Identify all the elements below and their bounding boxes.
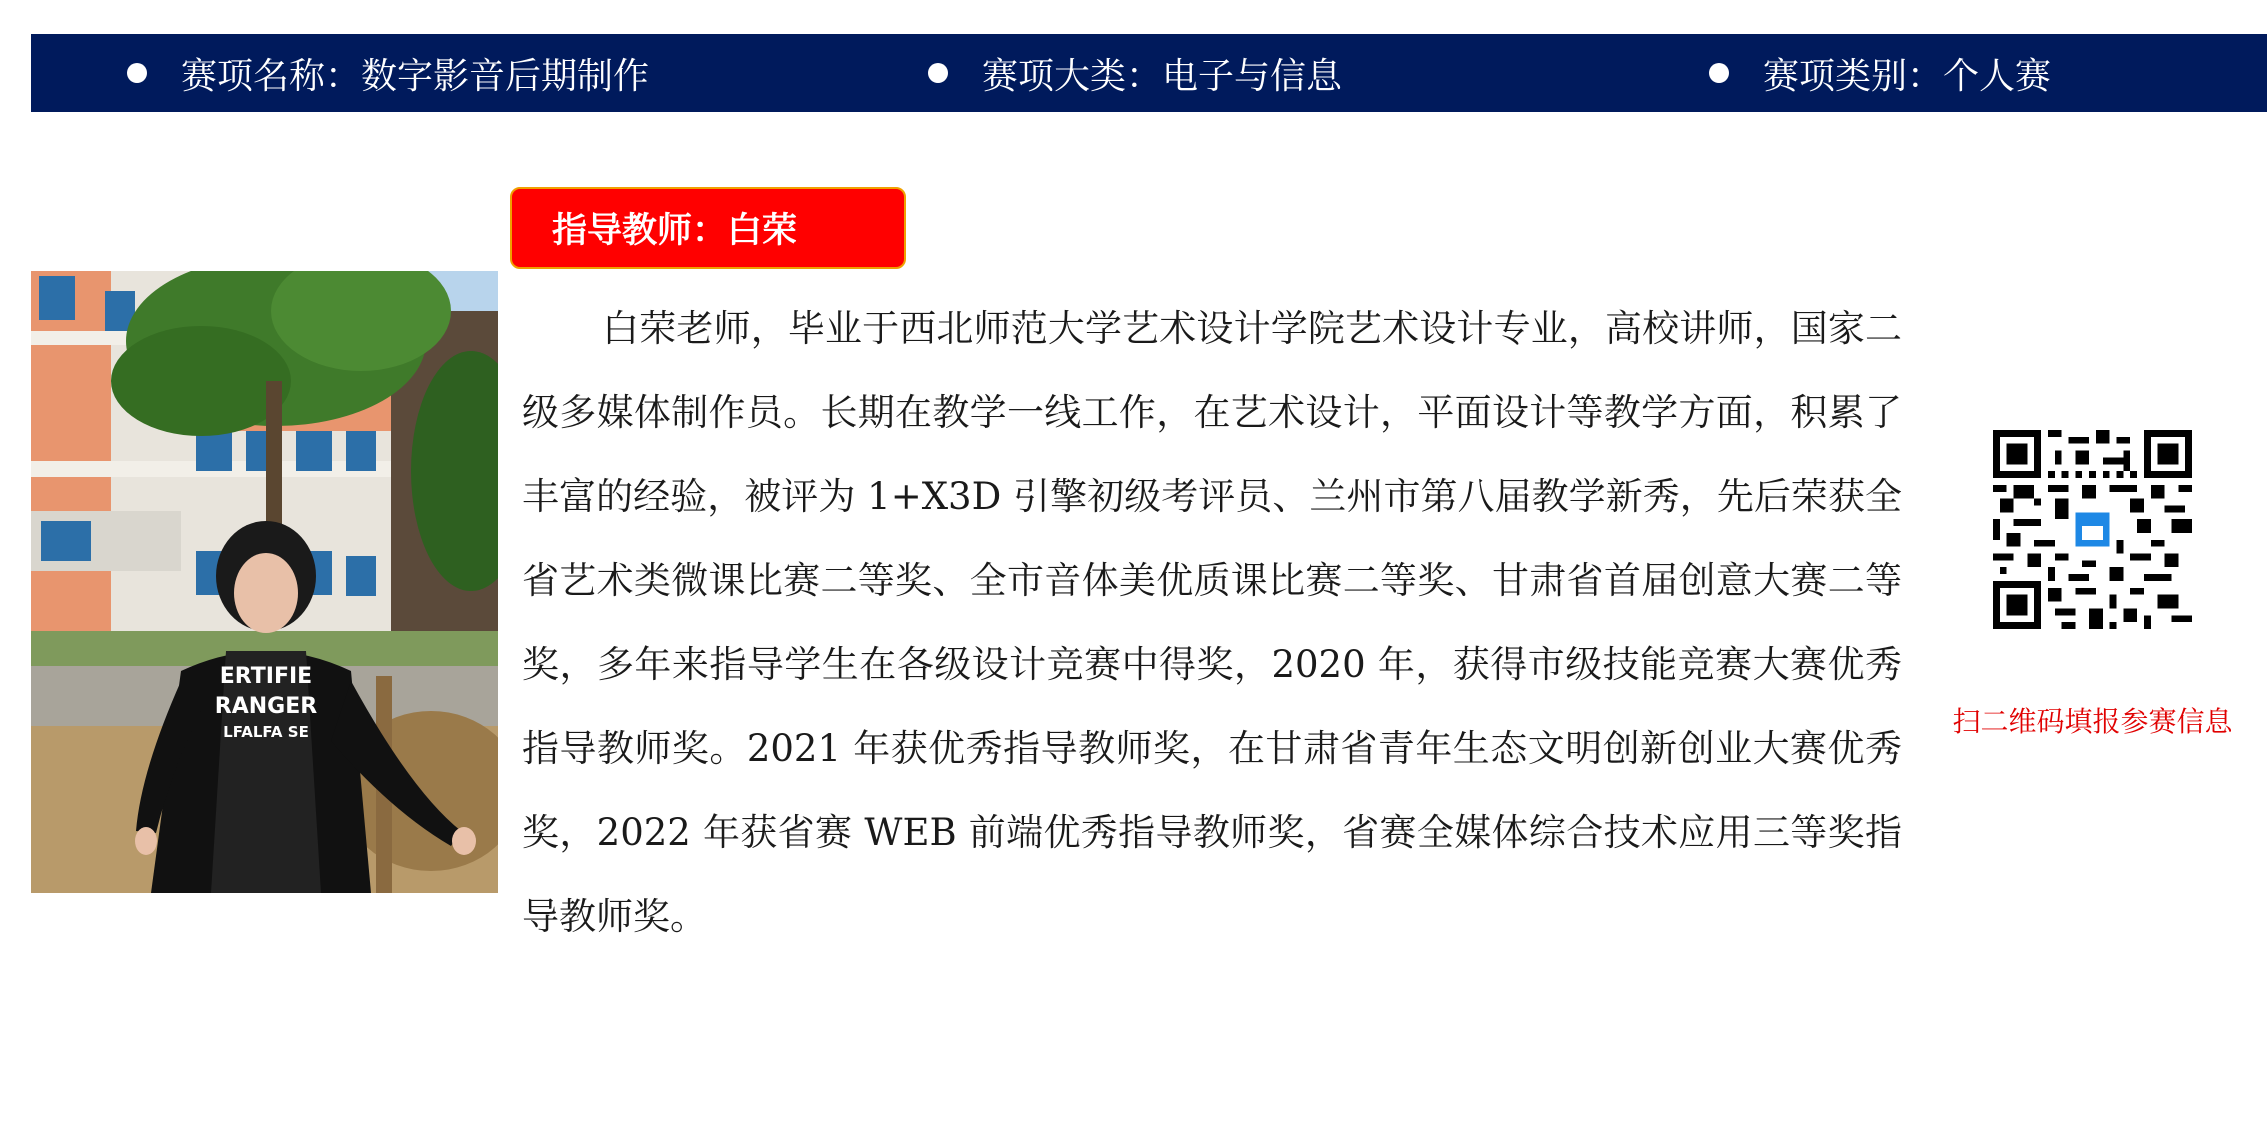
event-category-text: 赛项大类：电子与信息 [982, 55, 1343, 97]
event-type-item [1709, 34, 2051, 112]
bullet-icon [928, 63, 948, 83]
competition-info-bar [31, 34, 2267, 112]
shirt-text-line-3: LFALFA SE [223, 723, 309, 741]
instructor-bio-text: 白荣老师，毕业于西北师范大学艺术设计学院艺术设计专业，高校讲师，国家二级多媒体制作员。长期在教学一线工作，在艺术设计，平面设计等教学方面，积累了丰富的经验，被评为 1+X3D 引擎初级考评员、兰州市第八届教学新秀，先后荣获全省艺术类微课比赛二等奖、全市音体美优质课比赛二等奖、甘肃省首届创意大赛二等奖，多年来指导学生在各级设计竞赛中得奖，2020 年，获得市级技能竞赛大赛优秀指导教师奖。2021 年获优秀指导教师奖，在甘肃省青年生态文明创新创业大赛优秀奖，2022 年获省赛 WEB 前端优秀指导教师奖，省赛全媒体综合技术应用三等奖指导教师奖。 [522, 307, 1902, 938]
qr-code-icon[interactable] [1993, 430, 2192, 629]
shirt-text-line-2: RANGER [214, 694, 318, 719]
qr-caption: 扫二维码填报参赛信息 [1952, 705, 2233, 738]
event-type-text: 赛项类别：个人赛 [1763, 55, 2052, 97]
instructor-bio [522, 287, 1902, 959]
bullet-icon [127, 63, 147, 83]
bullet-icon [1709, 63, 1729, 83]
event-category-item [928, 34, 1342, 112]
event-name-item [127, 34, 649, 112]
event-name-text: 赛项名称：数字影音后期制作 [181, 55, 650, 97]
instructor-badge: 指导教师：白荣 [510, 187, 906, 269]
instructor-photo [31, 271, 498, 893]
shirt-text-line-1: ERTIFIE [219, 664, 313, 689]
